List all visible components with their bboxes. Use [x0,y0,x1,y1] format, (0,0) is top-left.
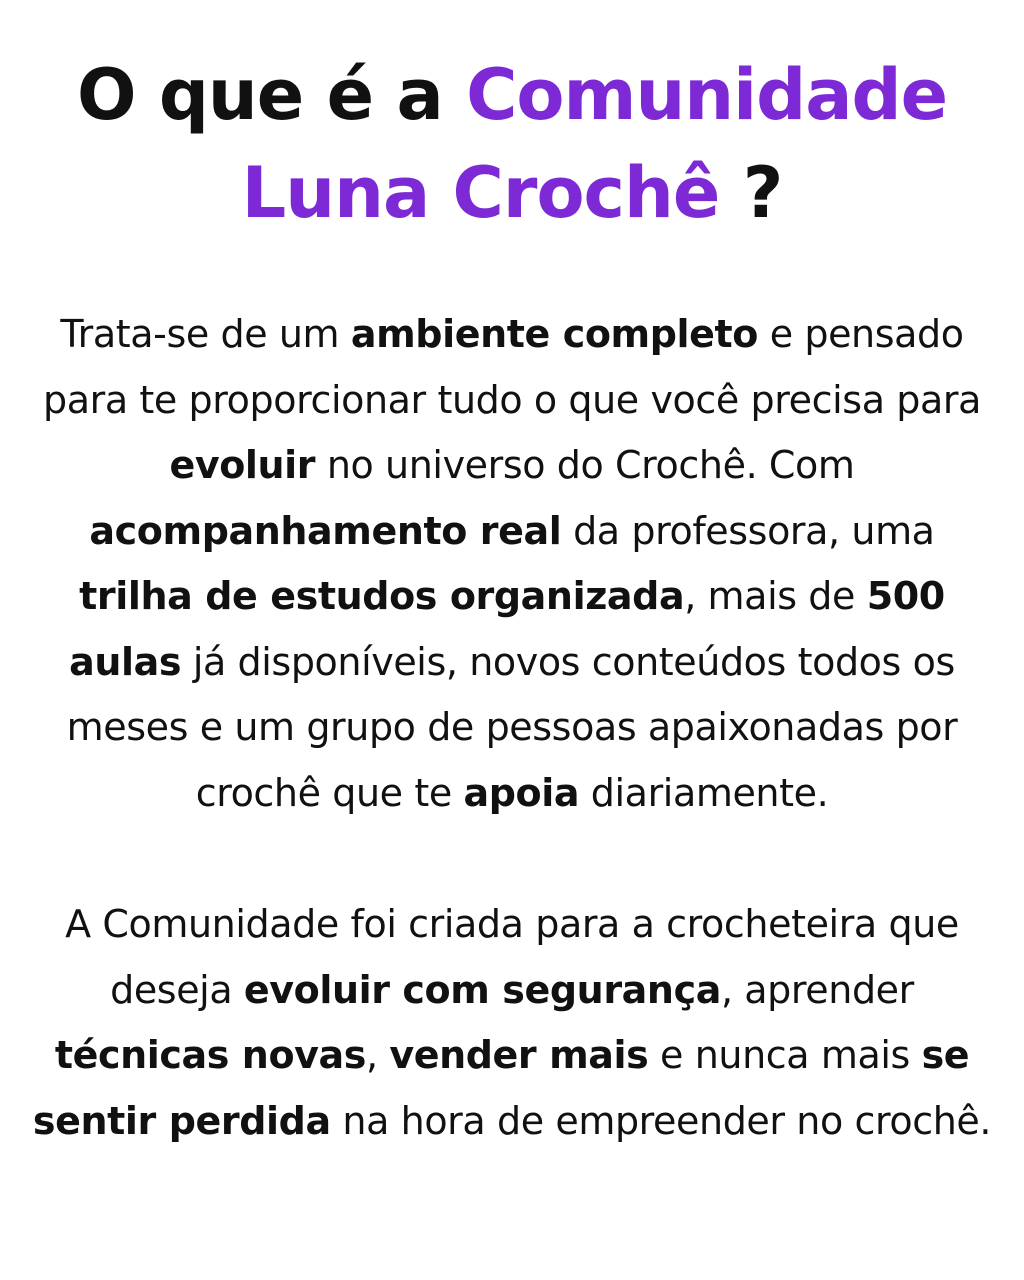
bold-segment: vender mais [389,1033,649,1077]
text-segment: na hora de empreender no crochê. [330,1098,992,1143]
text-segment: diariamente. [579,770,829,815]
text-segment: Trata-se de um [60,312,351,356]
text-segment: , mais de [684,574,867,618]
bold-segment: 500 aulas [69,574,945,684]
text-segment: A Comunidade foi criada para a crocheteira que deseja [65,902,959,1012]
bold-segment: evoluir [169,443,316,487]
text-segment: e pensado para te proporcionar tudo o que você precisa para [43,312,981,422]
bold-segment: trilha de estudos organizada [79,574,685,618]
bold-segment: ambiente completo [350,312,759,356]
bold-segment: evoluir com segurança [243,967,721,1012]
text-segment: , aprender [720,967,914,1012]
headline-text: O que é a [76,54,467,136]
audience-paragraph [28,892,996,1154]
bold-segment: acompanhamento real [89,508,562,553]
text-segment: , [365,1033,390,1077]
bold-segment: técnicas novas [54,1033,366,1077]
text-segment: da professora, uma [561,508,935,553]
headline-highlight: Comunidade Luna Crochê [241,54,948,234]
description-paragraph [28,302,996,826]
bold-segment: se sentir perdida [32,1033,970,1143]
text-segment: no universo do Crochê. Com [315,443,855,487]
headline [28,46,996,242]
text-segment: e nunca mais [648,1033,922,1077]
text-segment: já disponíveis, novos conteúdos todos os meses e um grupo de pessoas apaixonadas por crochê que te [66,639,958,815]
headline-question-mark: ? [719,152,783,234]
bold-segment: apoia [463,770,580,815]
